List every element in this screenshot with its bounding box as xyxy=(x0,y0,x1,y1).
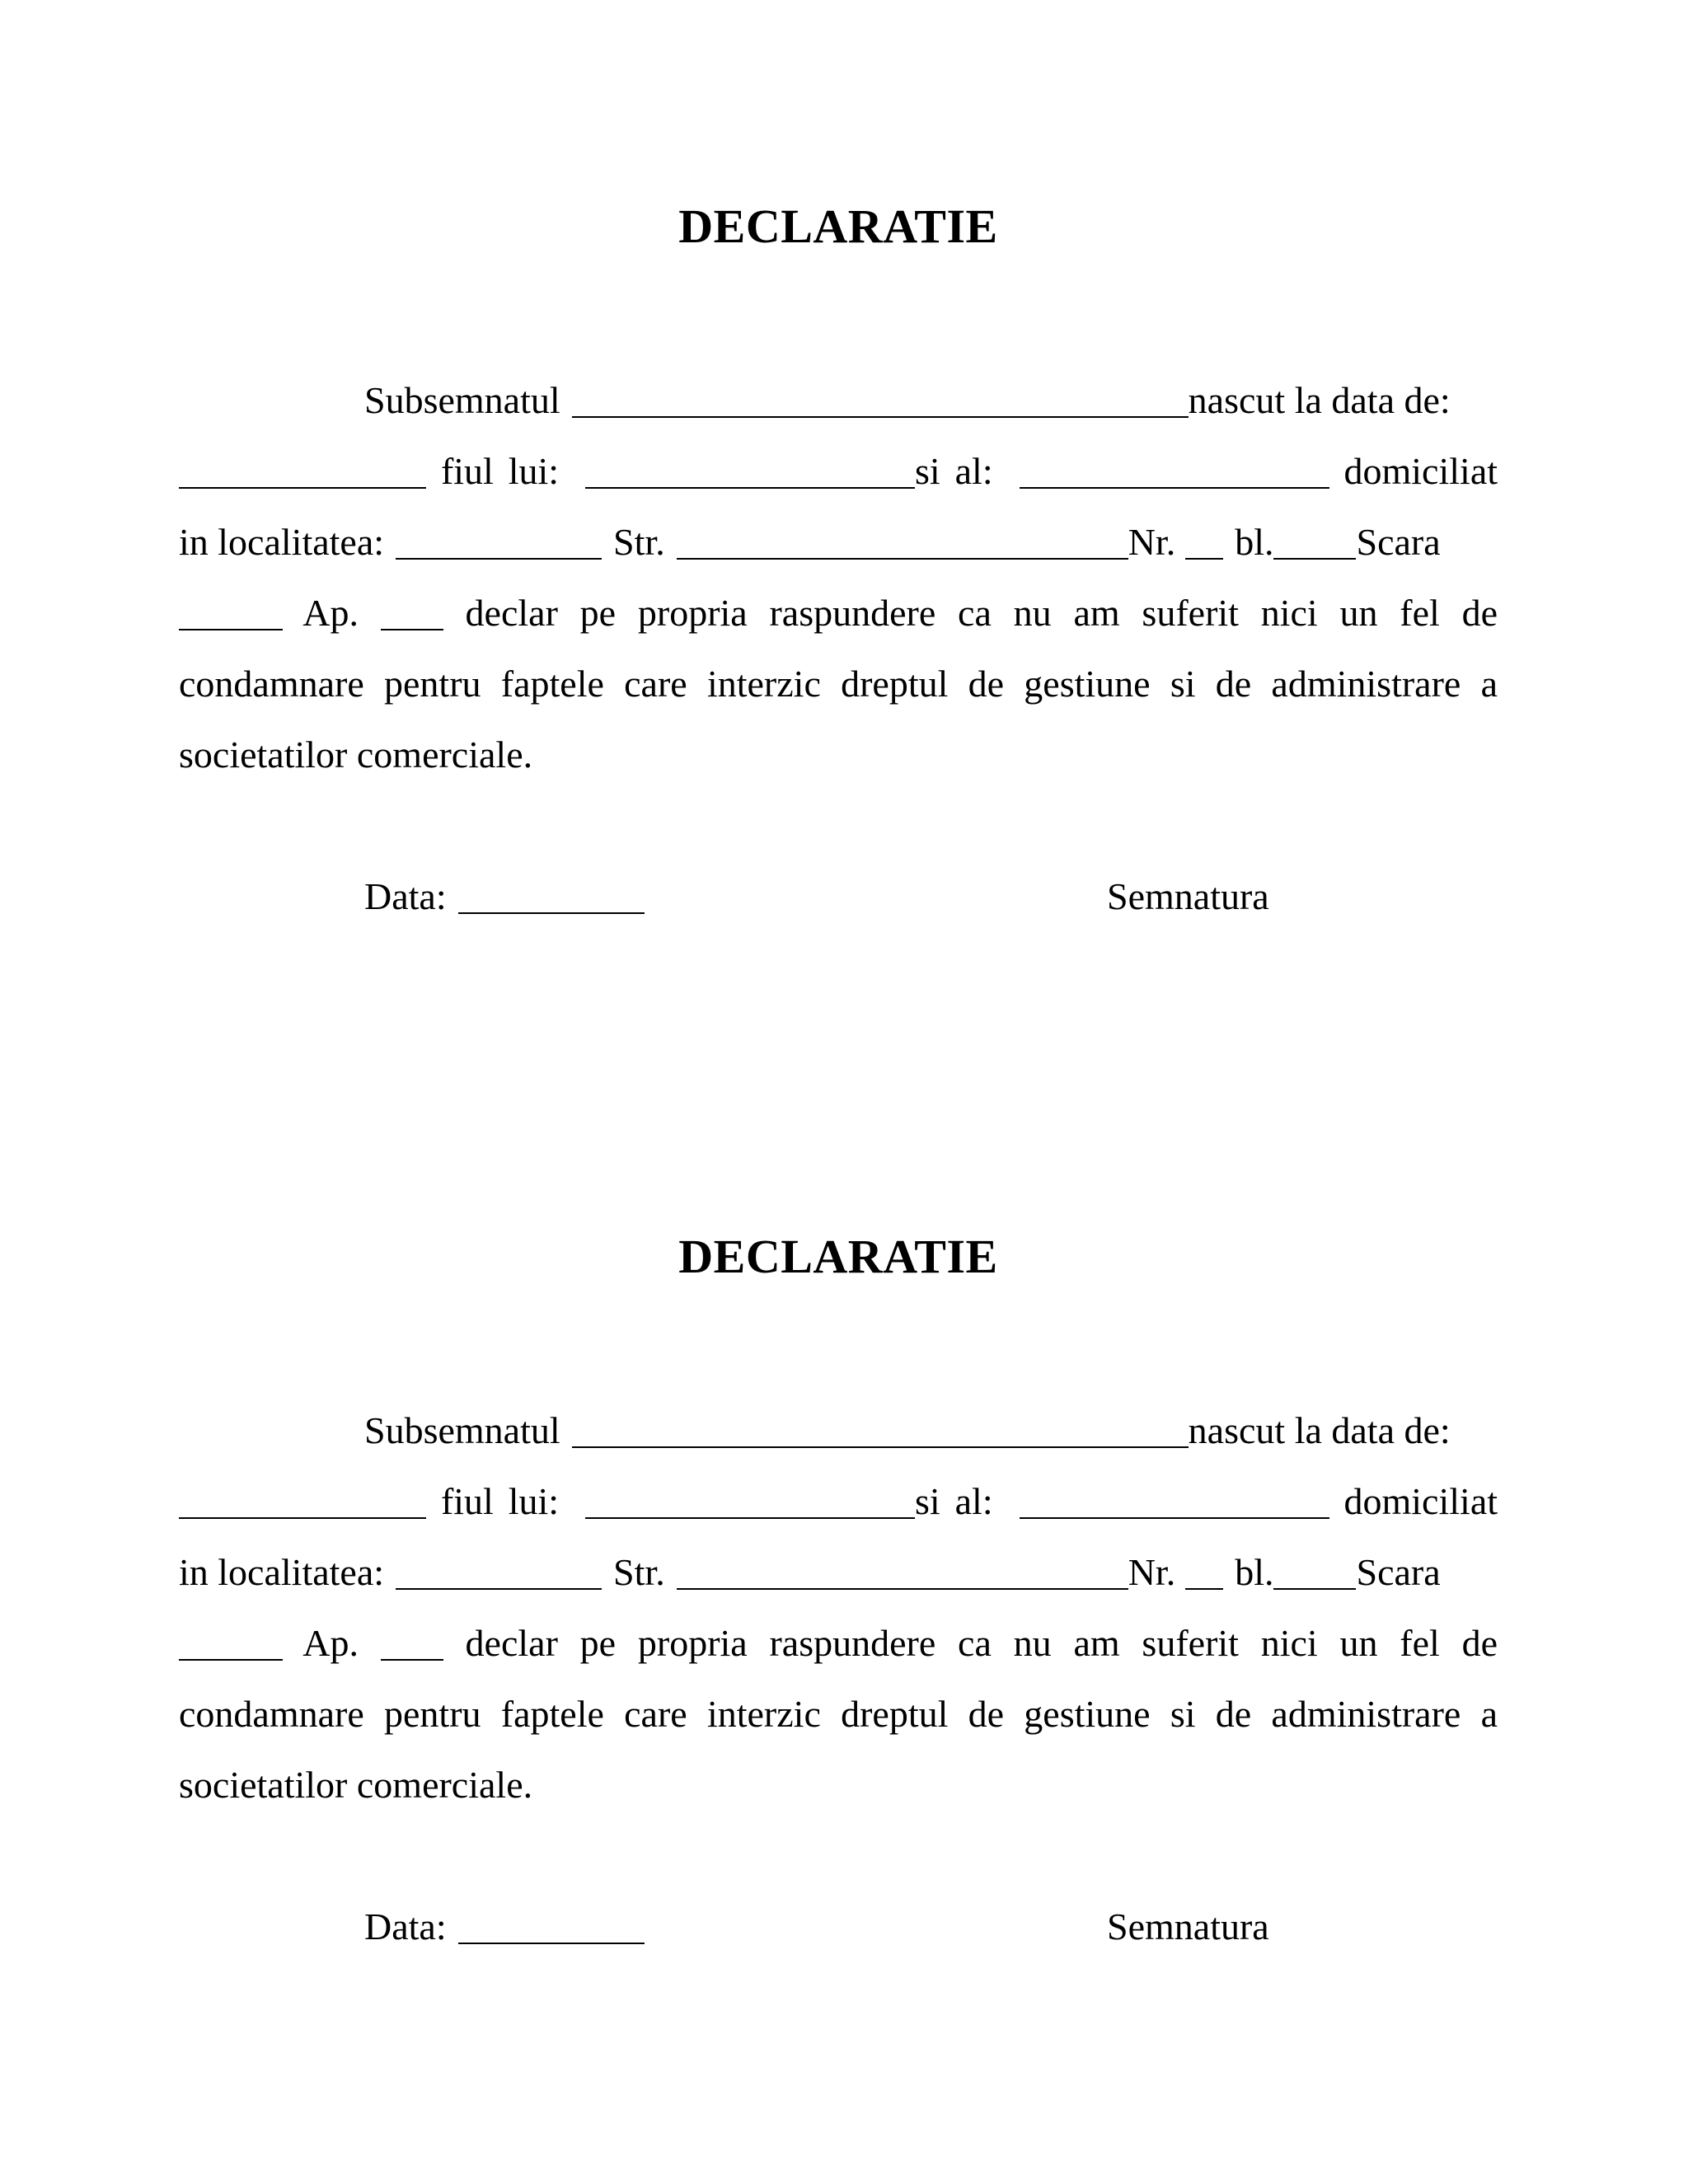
declaration-text: declar pe propria raspundere ca nu am suferit nici un fel de xyxy=(465,1622,1498,1664)
apartment-field[interactable] xyxy=(381,593,443,630)
declaration-text: condamnare pentru faptele care interzic dreptul de gestiune si de administrare a xyxy=(179,1693,1498,1735)
name-field[interactable] xyxy=(572,1410,1189,1448)
declaration-text: societatilor comerciale. xyxy=(179,1764,533,1806)
line-name xyxy=(179,377,1498,424)
name-field[interactable] xyxy=(572,380,1189,418)
date-field[interactable] xyxy=(458,1906,645,1944)
block-field[interactable] xyxy=(1273,522,1356,560)
locality-field[interactable] xyxy=(396,1552,602,1590)
label-subsemnatul: Subsemnatul xyxy=(364,1409,560,1451)
label-nr: Nr. xyxy=(1128,1551,1176,1593)
mother-name-field[interactable] xyxy=(1020,1481,1329,1519)
signature-label: Semnatura xyxy=(1107,1905,1269,1947)
line-address xyxy=(179,1549,1498,1596)
line-declar xyxy=(179,590,1498,636)
line-societatilor xyxy=(179,732,1498,778)
line-parents xyxy=(179,1479,1498,1525)
apartment-field[interactable] xyxy=(381,1623,443,1661)
birth-date-field[interactable] xyxy=(179,451,426,489)
label-nr: Nr. xyxy=(1128,521,1176,563)
label-data: Data: xyxy=(364,875,447,917)
label-bl: bl. xyxy=(1235,1551,1274,1593)
label-localitatea: in localitatea: xyxy=(179,521,385,563)
street-field[interactable] xyxy=(677,1552,1128,1590)
block-field[interactable] xyxy=(1273,1552,1356,1590)
label-data: Data: xyxy=(364,1905,447,1947)
father-name-field[interactable] xyxy=(585,1481,915,1519)
father-name-field[interactable] xyxy=(585,451,915,489)
line-condamnare xyxy=(179,661,1498,707)
label-domiciliat: domiciliat xyxy=(1343,450,1498,492)
signature-label: Semnatura xyxy=(1107,875,1269,917)
label-domiciliat: domiciliat xyxy=(1343,1480,1498,1522)
line-address xyxy=(179,519,1498,565)
declaration-title: DECLARATIE xyxy=(678,199,998,253)
number-field[interactable] xyxy=(1185,1552,1223,1590)
label-localitatea: in localitatea: xyxy=(179,1551,385,1593)
label-scara: Scara xyxy=(1356,1551,1441,1593)
mother-name-field[interactable] xyxy=(1020,451,1329,489)
birth-date-field[interactable] xyxy=(179,1481,426,1519)
label-ap: Ap. xyxy=(302,592,359,634)
declaration-text: condamnare pentru faptele care interzic dreptul de gestiune si de administrare a xyxy=(179,663,1498,705)
label-str: Str. xyxy=(613,1551,665,1593)
label-scara: Scara xyxy=(1356,521,1441,563)
date-field[interactable] xyxy=(458,876,645,914)
label-subsemnatul: Subsemnatul xyxy=(364,379,560,421)
label-si-al: si al: xyxy=(915,450,993,492)
declaration-text: societatilor comerciale. xyxy=(179,733,533,776)
label-fiul-lui: fiul lui: xyxy=(440,1480,560,1522)
label-ap: Ap. xyxy=(302,1622,359,1664)
label-nascut: nascut la data de: xyxy=(1188,1409,1451,1451)
line-parents xyxy=(179,448,1498,494)
line-signature xyxy=(179,1904,1498,1950)
label-fiul-lui: fiul lui: xyxy=(440,450,560,492)
staircase-field[interactable] xyxy=(179,1623,283,1661)
line-societatilor xyxy=(179,1762,1498,1808)
label-str: Str. xyxy=(613,521,665,563)
staircase-field[interactable] xyxy=(179,593,283,630)
label-si-al: si al: xyxy=(915,1480,993,1522)
line-signature xyxy=(179,874,1498,920)
line-name xyxy=(179,1408,1498,1454)
label-nascut: nascut la data de: xyxy=(1188,379,1451,421)
declaration-text: declar pe propria raspundere ca nu am suferit nici un fel de xyxy=(465,592,1498,634)
number-field[interactable] xyxy=(1185,522,1223,560)
line-declar xyxy=(179,1620,1498,1666)
label-bl: bl. xyxy=(1235,521,1274,563)
line-condamnare xyxy=(179,1691,1498,1737)
locality-field[interactable] xyxy=(396,522,602,560)
declaration-title: DECLARATIE xyxy=(678,1230,998,1283)
street-field[interactable] xyxy=(677,522,1128,560)
